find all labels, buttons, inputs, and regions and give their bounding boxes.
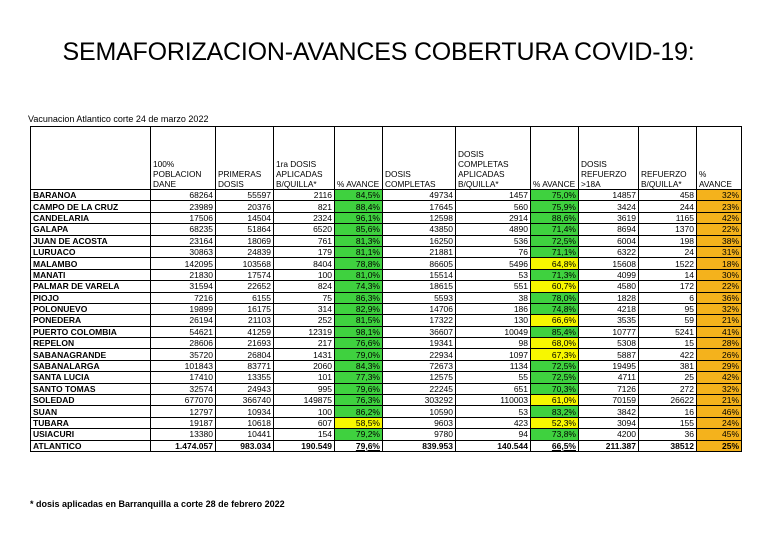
- avance1-cell: 79,0%: [335, 349, 383, 360]
- completas-cell: 12598: [383, 212, 456, 223]
- avance1-cell: 96,1%: [335, 212, 383, 223]
- completas-cell: 839.953: [383, 440, 456, 451]
- primeras-dosis-cell: 83771: [216, 360, 274, 371]
- avance2-cell: 64,8%: [531, 258, 579, 269]
- municipio-cell: POLONUEVO: [31, 303, 151, 314]
- primeras-dosis-cell: 13355: [216, 372, 274, 383]
- table-row: [31, 292, 742, 303]
- baq2-cell: 1097: [456, 349, 531, 360]
- refuerzo-cell: 3842: [579, 406, 639, 417]
- poblacion-cell: 68235: [151, 224, 216, 235]
- baq1-cell: 821: [274, 201, 335, 212]
- completas-cell: 9603: [383, 417, 456, 428]
- refuerzo-cell: 6004: [579, 235, 639, 246]
- baq1-cell: 2116: [274, 190, 335, 201]
- baq3-cell: 36: [639, 429, 697, 440]
- header-avance-1: % AVANCE: [335, 127, 383, 190]
- header-avance-3: % AVANCE: [697, 127, 742, 190]
- primeras-dosis-cell: 24943: [216, 383, 274, 394]
- poblacion-cell: 19899: [151, 303, 216, 314]
- refuerzo-cell: 6322: [579, 246, 639, 257]
- completas-cell: 72673: [383, 360, 456, 371]
- avance1-cell: 98,1%: [335, 326, 383, 337]
- avance3-cell: 22%: [697, 281, 742, 292]
- table-row: [31, 349, 742, 360]
- avance2-cell: 75,9%: [531, 201, 579, 212]
- poblacion-cell: 68264: [151, 190, 216, 201]
- baq3-cell: 6: [639, 292, 697, 303]
- refuerzo-cell: 5887: [579, 349, 639, 360]
- avance2-cell: 71,4%: [531, 224, 579, 235]
- refuerzo-cell: 3094: [579, 417, 639, 428]
- avance3-cell: 24%: [697, 417, 742, 428]
- completas-cell: 10590: [383, 406, 456, 417]
- completas-cell: 18615: [383, 281, 456, 292]
- avance1-cell: 81,3%: [335, 235, 383, 246]
- avance2-cell: 83,2%: [531, 406, 579, 417]
- municipio-cell: SANTO TOMAS: [31, 383, 151, 394]
- avance1-cell: 79,6%: [335, 440, 383, 451]
- avance2-cell: 72,5%: [531, 372, 579, 383]
- baq3-cell: 172: [639, 281, 697, 292]
- avance3-cell: 38%: [697, 235, 742, 246]
- baq2-cell: 1457: [456, 190, 531, 201]
- primeras-dosis-cell: 22652: [216, 281, 274, 292]
- baq3-cell: 59: [639, 315, 697, 326]
- baq3-cell: 1522: [639, 258, 697, 269]
- primeras-dosis-cell: 10618: [216, 417, 274, 428]
- municipio-cell: SUAN: [31, 406, 151, 417]
- municipio-cell: SABANAGRANDE: [31, 349, 151, 360]
- poblacion-cell: 142095: [151, 258, 216, 269]
- total-row: [31, 440, 742, 451]
- baq2-cell: 560: [456, 201, 531, 212]
- completas-cell: 22934: [383, 349, 456, 360]
- avance3-cell: 36%: [697, 292, 742, 303]
- header-avance-2: % AVANCE: [531, 127, 579, 190]
- primeras-dosis-cell: 51864: [216, 224, 274, 235]
- completas-cell: 17322: [383, 315, 456, 326]
- avance3-cell: 32%: [697, 190, 742, 201]
- table-row: [31, 281, 742, 292]
- completas-cell: 17645: [383, 201, 456, 212]
- page-title: SEMAFORIZACION-AVANCES COBERTURA COVID-19:: [62, 38, 695, 66]
- baq1-cell: 100: [274, 269, 335, 280]
- baq1-cell: 100: [274, 406, 335, 417]
- baq1-cell: 12319: [274, 326, 335, 337]
- municipio-cell: TUBARA: [31, 417, 151, 428]
- avance1-cell: 85,6%: [335, 224, 383, 235]
- avance3-cell: 45%: [697, 429, 742, 440]
- table-row: [31, 395, 742, 406]
- avance1-cell: 88,4%: [335, 201, 383, 212]
- baq1-cell: 217: [274, 338, 335, 349]
- municipio-cell: SABANALARGA: [31, 360, 151, 371]
- refuerzo-cell: 70159: [579, 395, 639, 406]
- completas-cell: 36607: [383, 326, 456, 337]
- poblacion-cell: 23989: [151, 201, 216, 212]
- poblacion-cell: 31594: [151, 281, 216, 292]
- avance2-cell: 74,8%: [531, 303, 579, 314]
- poblacion-cell: 21830: [151, 269, 216, 280]
- avance3-cell: 42%: [697, 372, 742, 383]
- table-row: [31, 315, 742, 326]
- municipio-cell: SOLEDAD: [31, 395, 151, 406]
- baq1-cell: 190.549: [274, 440, 335, 451]
- avance3-cell: 22%: [697, 224, 742, 235]
- baq2-cell: 55: [456, 372, 531, 383]
- completas-cell: 86605: [383, 258, 456, 269]
- avance1-cell: 81,5%: [335, 315, 383, 326]
- baq2-cell: 423: [456, 417, 531, 428]
- baq3-cell: 26622: [639, 395, 697, 406]
- primeras-dosis-cell: 10934: [216, 406, 274, 417]
- avance2-cell: 70,3%: [531, 383, 579, 394]
- municipio-cell: USIACURI: [31, 429, 151, 440]
- table-row: [31, 383, 742, 394]
- header-completas-baq: DOSIS COMPLETAS APLICADAS B/QUILLA*: [456, 127, 531, 190]
- primeras-dosis-cell: 983.034: [216, 440, 274, 451]
- refuerzo-cell: 4200: [579, 429, 639, 440]
- baq2-cell: 186: [456, 303, 531, 314]
- avance1-cell: 76,6%: [335, 338, 383, 349]
- completas-cell: 43850: [383, 224, 456, 235]
- table-row: [31, 326, 742, 337]
- municipio-cell: MALAMBO: [31, 258, 151, 269]
- baq2-cell: 536: [456, 235, 531, 246]
- baq1-cell: 252: [274, 315, 335, 326]
- baq3-cell: 458: [639, 190, 697, 201]
- baq3-cell: 198: [639, 235, 697, 246]
- table-row: [31, 360, 742, 371]
- completas-cell: 22245: [383, 383, 456, 394]
- table-row: [31, 269, 742, 280]
- avance3-cell: 26%: [697, 349, 742, 360]
- avance1-cell: 79,6%: [335, 383, 383, 394]
- baq2-cell: 140.544: [456, 440, 531, 451]
- avance2-cell: 66,5%: [531, 440, 579, 451]
- baq2-cell: 76: [456, 246, 531, 257]
- table-row: [31, 372, 742, 383]
- baq2-cell: 38: [456, 292, 531, 303]
- baq2-cell: 98: [456, 338, 531, 349]
- header-refuerzo-baq: REFUERZO B/QUILLA*: [639, 127, 697, 190]
- avance2-cell: 71,1%: [531, 246, 579, 257]
- avance2-cell: 60,7%: [531, 281, 579, 292]
- municipio-cell: PUERTO COLOMBIA: [31, 326, 151, 337]
- completas-cell: 303292: [383, 395, 456, 406]
- poblacion-cell: 35720: [151, 349, 216, 360]
- primeras-dosis-cell: 18069: [216, 235, 274, 246]
- baq1-cell: 1431: [274, 349, 335, 360]
- completas-cell: 21881: [383, 246, 456, 257]
- avance2-cell: 71,3%: [531, 269, 579, 280]
- poblacion-cell: 32574: [151, 383, 216, 394]
- poblacion-cell: 54621: [151, 326, 216, 337]
- municipio-cell: ATLANTICO: [31, 440, 151, 451]
- baq3-cell: 422: [639, 349, 697, 360]
- completas-cell: 5593: [383, 292, 456, 303]
- primeras-dosis-cell: 41259: [216, 326, 274, 337]
- municipio-cell: BARANOA: [31, 190, 151, 201]
- footnote: * dosis aplicadas en Barranquilla a corte 28 de febrero 2022: [30, 499, 285, 509]
- baq3-cell: 24: [639, 246, 697, 257]
- refuerzo-cell: 19495: [579, 360, 639, 371]
- avance3-cell: 31%: [697, 246, 742, 257]
- baq3-cell: 15: [639, 338, 697, 349]
- avance3-cell: 32%: [697, 303, 742, 314]
- avance2-cell: 75,0%: [531, 190, 579, 201]
- primeras-dosis-cell: 24839: [216, 246, 274, 257]
- avance3-cell: 18%: [697, 258, 742, 269]
- baq2-cell: 130: [456, 315, 531, 326]
- poblacion-cell: 19187: [151, 417, 216, 428]
- table-row: [31, 212, 742, 223]
- baq1-cell: 2324: [274, 212, 335, 223]
- baq2-cell: 2914: [456, 212, 531, 223]
- header-dosis-completas: DOSIS COMPLETAS: [383, 127, 456, 190]
- avance2-cell: 52,3%: [531, 417, 579, 428]
- baq2-cell: 10049: [456, 326, 531, 337]
- municipio-cell: GALAPA: [31, 224, 151, 235]
- header-municipio: [31, 127, 151, 190]
- header-poblacion: 100% POBLACION DANE: [151, 127, 216, 190]
- avance1-cell: 77,3%: [335, 372, 383, 383]
- table-row: [31, 246, 742, 257]
- avance3-cell: 30%: [697, 269, 742, 280]
- completas-cell: 9780: [383, 429, 456, 440]
- baq1-cell: 824: [274, 281, 335, 292]
- poblacion-cell: 30863: [151, 246, 216, 257]
- refuerzo-cell: 4218: [579, 303, 639, 314]
- refuerzo-cell: 3535: [579, 315, 639, 326]
- avance3-cell: 21%: [697, 315, 742, 326]
- avance3-cell: 32%: [697, 383, 742, 394]
- avance1-cell: 86,3%: [335, 292, 383, 303]
- avance1-cell: 81,1%: [335, 246, 383, 257]
- primeras-dosis-cell: 6155: [216, 292, 274, 303]
- baq3-cell: 272: [639, 383, 697, 394]
- baq2-cell: 1134: [456, 360, 531, 371]
- municipio-cell: LURUACO: [31, 246, 151, 257]
- completas-cell: 16250: [383, 235, 456, 246]
- avance1-cell: 76,3%: [335, 395, 383, 406]
- table-row: [31, 303, 742, 314]
- refuerzo-cell: 1828: [579, 292, 639, 303]
- header-refuerzo: DOSIS REFUERZO >18A: [579, 127, 639, 190]
- refuerzo-cell: 4711: [579, 372, 639, 383]
- baq3-cell: 16: [639, 406, 697, 417]
- poblacion-cell: 101843: [151, 360, 216, 371]
- refuerzo-cell: 5308: [579, 338, 639, 349]
- poblacion-cell: 1.474.057: [151, 440, 216, 451]
- table-row: [31, 190, 742, 201]
- primeras-dosis-cell: 366740: [216, 395, 274, 406]
- baq3-cell: 14: [639, 269, 697, 280]
- table-row: [31, 258, 742, 269]
- refuerzo-cell: 211.387: [579, 440, 639, 451]
- baq2-cell: 551: [456, 281, 531, 292]
- refuerzo-cell: 15608: [579, 258, 639, 269]
- completas-cell: 12575: [383, 372, 456, 383]
- baq3-cell: 155: [639, 417, 697, 428]
- municipio-cell: REPELON: [31, 338, 151, 349]
- baq3-cell: 5241: [639, 326, 697, 337]
- completas-cell: 14706: [383, 303, 456, 314]
- poblacion-cell: 28606: [151, 338, 216, 349]
- avance3-cell: 21%: [697, 395, 742, 406]
- baq3-cell: 381: [639, 360, 697, 371]
- municipio-cell: MANATI: [31, 269, 151, 280]
- avance2-cell: 66,6%: [531, 315, 579, 326]
- primeras-dosis-cell: 103568: [216, 258, 274, 269]
- refuerzo-cell: 4099: [579, 269, 639, 280]
- avance1-cell: 81,0%: [335, 269, 383, 280]
- refuerzo-cell: 10777: [579, 326, 639, 337]
- primeras-dosis-cell: 21693: [216, 338, 274, 349]
- municipio-cell: PONEDERA: [31, 315, 151, 326]
- table-row: [31, 429, 742, 440]
- refuerzo-cell: 8694: [579, 224, 639, 235]
- table-row: [31, 338, 742, 349]
- avance1-cell: 84,3%: [335, 360, 383, 371]
- table-row: [31, 417, 742, 428]
- avance1-cell: 74,3%: [335, 281, 383, 292]
- avance2-cell: 67,3%: [531, 349, 579, 360]
- baq1-cell: 154: [274, 429, 335, 440]
- poblacion-cell: 23164: [151, 235, 216, 246]
- avance2-cell: 61,0%: [531, 395, 579, 406]
- baq2-cell: 5496: [456, 258, 531, 269]
- avance3-cell: 41%: [697, 326, 742, 337]
- municipio-cell: CANDELARIA: [31, 212, 151, 223]
- baq1-cell: 607: [274, 417, 335, 428]
- baq1-cell: 8404: [274, 258, 335, 269]
- header-row: [31, 127, 742, 190]
- table-row: [31, 406, 742, 417]
- baq3-cell: 1370: [639, 224, 697, 235]
- baq3-cell: 95: [639, 303, 697, 314]
- baq1-cell: 149875: [274, 395, 335, 406]
- primeras-dosis-cell: 16175: [216, 303, 274, 314]
- baq1-cell: 179: [274, 246, 335, 257]
- avance2-cell: 68,0%: [531, 338, 579, 349]
- poblacion-cell: 13380: [151, 429, 216, 440]
- poblacion-cell: 17506: [151, 212, 216, 223]
- avance3-cell: 29%: [697, 360, 742, 371]
- baq3-cell: 38512: [639, 440, 697, 451]
- poblacion-cell: 677070: [151, 395, 216, 406]
- primeras-dosis-cell: 14504: [216, 212, 274, 223]
- baq1-cell: 314: [274, 303, 335, 314]
- table-row: [31, 235, 742, 246]
- poblacion-cell: 26194: [151, 315, 216, 326]
- avance2-cell: 72,5%: [531, 235, 579, 246]
- poblacion-cell: 12797: [151, 406, 216, 417]
- primeras-dosis-cell: 20376: [216, 201, 274, 212]
- baq2-cell: 651: [456, 383, 531, 394]
- avance3-cell: 46%: [697, 406, 742, 417]
- header-1ra-dosis-baq: 1ra DOSIS APLICADAS B/QUILLA*: [274, 127, 335, 190]
- primeras-dosis-cell: 26804: [216, 349, 274, 360]
- table-row: [31, 224, 742, 235]
- avance2-cell: 85,4%: [531, 326, 579, 337]
- avance1-cell: 86,2%: [335, 406, 383, 417]
- baq1-cell: 75: [274, 292, 335, 303]
- municipio-cell: JUAN DE ACOSTA: [31, 235, 151, 246]
- refuerzo-cell: 14857: [579, 190, 639, 201]
- primeras-dosis-cell: 10441: [216, 429, 274, 440]
- municipio-cell: PIOJO: [31, 292, 151, 303]
- baq3-cell: 244: [639, 201, 697, 212]
- completas-cell: 19341: [383, 338, 456, 349]
- baq3-cell: 1165: [639, 212, 697, 223]
- baq2-cell: 110003: [456, 395, 531, 406]
- table-row: [31, 201, 742, 212]
- avance3-cell: 28%: [697, 338, 742, 349]
- avance3-cell: 25%: [697, 440, 742, 451]
- avance1-cell: 84,5%: [335, 190, 383, 201]
- avance2-cell: 73,8%: [531, 429, 579, 440]
- avance2-cell: 72,5%: [531, 360, 579, 371]
- coverage-table: [30, 126, 742, 452]
- table-caption: Vacunacion Atlantico corte 24 de marzo 2022: [28, 114, 209, 124]
- avance1-cell: 79,2%: [335, 429, 383, 440]
- baq1-cell: 6520: [274, 224, 335, 235]
- refuerzo-cell: 3619: [579, 212, 639, 223]
- baq3-cell: 25: [639, 372, 697, 383]
- baq1-cell: 101: [274, 372, 335, 383]
- baq2-cell: 53: [456, 269, 531, 280]
- completas-cell: 15514: [383, 269, 456, 280]
- primeras-dosis-cell: 17574: [216, 269, 274, 280]
- municipio-cell: PALMAR DE VARELA: [31, 281, 151, 292]
- baq1-cell: 995: [274, 383, 335, 394]
- avance3-cell: 23%: [697, 201, 742, 212]
- header-primeras-dosis: PRIMERAS DOSIS: [216, 127, 274, 190]
- primeras-dosis-cell: 55597: [216, 190, 274, 201]
- baq2-cell: 53: [456, 406, 531, 417]
- poblacion-cell: 17410: [151, 372, 216, 383]
- municipio-cell: SANTA LUCIA: [31, 372, 151, 383]
- avance1-cell: 78,8%: [335, 258, 383, 269]
- avance3-cell: 42%: [697, 212, 742, 223]
- avance1-cell: 58,5%: [335, 417, 383, 428]
- baq2-cell: 94: [456, 429, 531, 440]
- baq1-cell: 761: [274, 235, 335, 246]
- baq2-cell: 4890: [456, 224, 531, 235]
- refuerzo-cell: 7126: [579, 383, 639, 394]
- refuerzo-cell: 4580: [579, 281, 639, 292]
- avance1-cell: 82,9%: [335, 303, 383, 314]
- primeras-dosis-cell: 21103: [216, 315, 274, 326]
- poblacion-cell: 7216: [151, 292, 216, 303]
- baq1-cell: 2060: [274, 360, 335, 371]
- avance2-cell: 78,0%: [531, 292, 579, 303]
- refuerzo-cell: 3424: [579, 201, 639, 212]
- avance2-cell: 88,6%: [531, 212, 579, 223]
- municipio-cell: CAMPO DE LA CRUZ: [31, 201, 151, 212]
- completas-cell: 49734: [383, 190, 456, 201]
